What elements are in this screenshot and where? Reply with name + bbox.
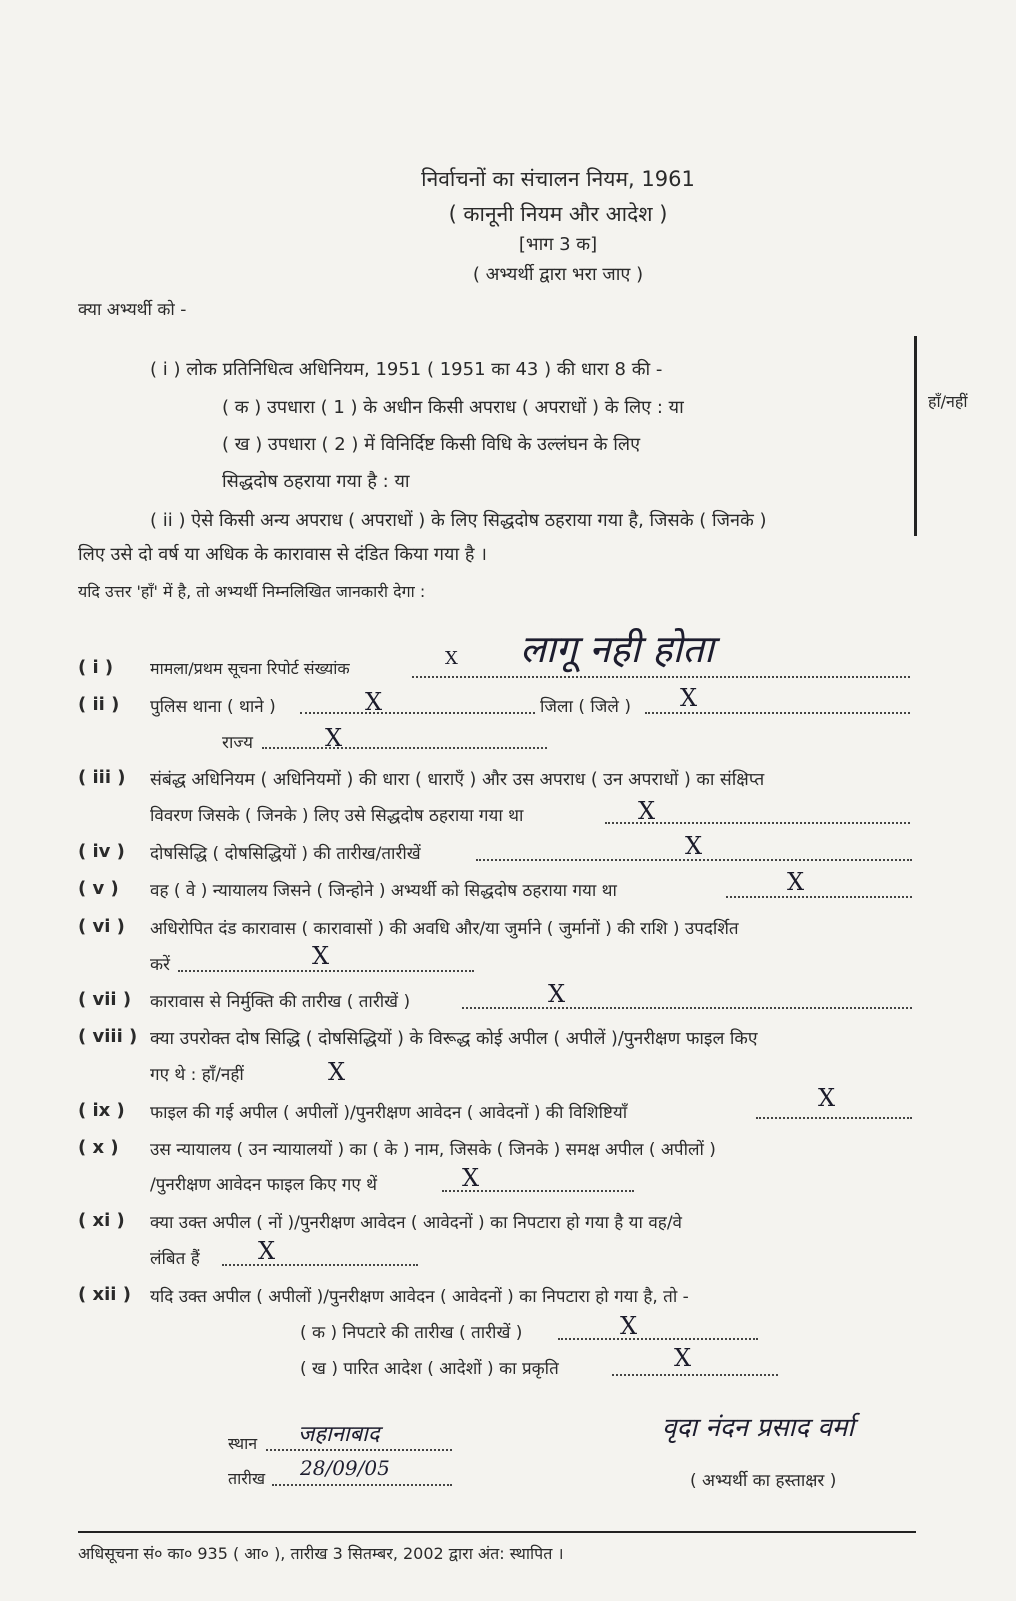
item-iii-number: ( iii ) (78, 767, 126, 788)
x-mark: X (325, 724, 343, 752)
item-xi-number: ( xi ) (78, 1210, 125, 1231)
item-viii-line1: क्या उपरोक्त दोष सिद्धि ( दोषसिद्धियों ) के विरूद्ध कोई अपील ( अपीलें )/पुनरीक्षण फाइल किए (150, 1029, 758, 1049)
item-xii-ka-field-line (558, 1338, 758, 1340)
item-ii-label: पुलिस थाना ( थाने ) (150, 697, 276, 717)
intro-text: क्या अभ्यर्थी को - (78, 300, 187, 320)
item-ii-number: ( ii ) (78, 694, 120, 715)
item-i-field-line (412, 676, 910, 678)
clause-convicted: सिद्धदोष ठहराया गया है : या (222, 471, 410, 492)
item-ix-field-line (756, 1117, 912, 1119)
form-part: [भाग 3 क] (518, 234, 598, 255)
form-subtitle: ( कानूनी नियम और आदेश ) (448, 202, 668, 226)
place-label: स्थान (228, 1434, 258, 1453)
x-mark: X (312, 942, 330, 970)
place-field-line (266, 1449, 452, 1451)
x-mark: X (674, 1344, 692, 1372)
clause-ii-line1: ( ii ) ऐसे किसी अन्य अपराध ( अपराधों ) के लिए सिद्धदोष ठहराया गया है, जिसके ( जिनके ) (150, 510, 767, 531)
item-i-label: मामला/प्रथम सूचना रिपोर्ट संख्यांक (150, 659, 350, 678)
item-vi-number: ( vi ) (78, 916, 125, 937)
form-note: ( अभ्यर्थी द्वारा भरा जाए ) (472, 264, 644, 285)
side-divider (914, 336, 917, 536)
clause-ka: ( क ) उपधारा ( 1 ) के अधीन किसी अपराध ( अपराधों ) के लिए : या (222, 397, 684, 418)
item-ii-district-label: जिला ( जिले ) (540, 697, 631, 717)
x-mark: X (680, 684, 698, 712)
x-mark: X (638, 797, 656, 825)
item-v-field-line (726, 896, 912, 898)
x-mark: X (258, 1237, 276, 1265)
clause-i: ( i ) लोक प्रतिनिधित्व अधिनियम, 1951 ( 1951 का 43 ) की धारा 8 की - (150, 359, 663, 380)
date-field-line (272, 1484, 452, 1486)
item-v-label: वह ( वे ) न्यायालय जिसने ( जिन्होने ) अभ्यर्थी को सिद्धदोष ठहराया गया था (150, 881, 617, 901)
item-x-line2: /पुनरीक्षण आवेदन फाइल किए गए थें (150, 1175, 378, 1195)
item-xii-kha-field-line (612, 1374, 778, 1376)
clause-kha: ( ख ) उपधारा ( 2 ) में विनिर्दिष्ट किसी विधि के उल्लंघन के लिए (222, 434, 641, 455)
item-v-number: ( v ) (78, 878, 119, 899)
item-ii-state-line (262, 747, 547, 749)
signature-label: ( अभ्यर्थी का हस्ताक्षर ) (690, 1471, 837, 1491)
x-mark: X (787, 868, 805, 896)
place-value: जहानाबाद (298, 1422, 380, 1447)
item-iii-line1: संबंद्ध अधिनियम ( अधिनियमों ) की धारा ( धाराएँ ) और उस अपराध ( उन अपराधों ) का संक्षिप्त (150, 770, 765, 790)
clause-ii-line2: लिए उसे दो वर्ष या अधिक के कारावास से दंडित किया गया है । (78, 544, 487, 565)
item-vi-field-line (178, 970, 474, 972)
x-mark: X (818, 1084, 836, 1112)
x-mark: X (620, 1312, 638, 1340)
item-iii-line2: विवरण जिसके ( जिनके ) लिए उसे सिद्धदोष ठहराया गया था (150, 806, 524, 826)
item-xi-line2: लंबित हैं (150, 1249, 200, 1269)
x-mark: X (365, 688, 383, 716)
item-iv-number: ( iv ) (78, 841, 125, 862)
x-mark: X (445, 648, 458, 669)
item-xii-number: ( xii ) (78, 1284, 131, 1305)
item-viii-line2: गए थे : हाँ/नहीं (150, 1065, 244, 1085)
item-vii-label: कारावास से निर्मुक्ति की तारीख ( तारीखें ) (150, 992, 411, 1012)
item-viii-number: ( viii ) (78, 1026, 138, 1047)
item-xi-line1: क्या उक्त अपील ( नों )/पुनरीक्षण आवेदन ( आवेदनों ) का निपटारा हो गया है या वह/वे (150, 1213, 683, 1233)
item-ix-label: फाइल की गई अपील ( अपीलों )/पुनरीक्षण आवेदन ( आवेदनों ) की विशिष्टियाँ (150, 1103, 628, 1123)
x-mark: X (685, 832, 703, 860)
item-xii-kha: ( ख ) पारित आदेश ( आदेशों ) का प्रकृति (300, 1359, 559, 1379)
item-ii-station-line (300, 712, 535, 714)
x-mark: X (328, 1058, 346, 1086)
item-xii-ka: ( क ) निपटारे की तारीख ( तारीखें ) (300, 1323, 523, 1343)
item-vi-line1: अधिरोपित दंड कारावास ( कारावासों ) की अवधि और/या जुर्माने ( जुर्मानों ) की राशि ) उपदर्शित (150, 919, 739, 939)
item-iv-label: दोषसिद्धि ( दोषसिद्धियों ) की तारीख/तारीखें (150, 844, 421, 864)
candidate-signature: वृदा नंदन प्रसाद वर्मा (662, 1413, 855, 1443)
if-yes-text: यदि उत्तर 'हाँ' में है, तो अभ्यर्थी निम्नलिखित जानकारी देगा : (78, 582, 426, 601)
item-ii-district-line (645, 712, 910, 714)
item-ii-state-label: राज्य (222, 733, 253, 753)
item-ix-number: ( ix ) (78, 1100, 125, 1121)
item-vii-number: ( vii ) (78, 989, 132, 1010)
item-x-number: ( x ) (78, 1137, 119, 1158)
notification-text: अधिसूचना सं० का० 935 ( आ० ), तारीख 3 सितम्बर, 2002 द्वारा अंत: स्थापित । (78, 1544, 564, 1563)
yes-no-label: हाँ/नहीं (928, 392, 968, 411)
item-xi-field-line (222, 1264, 418, 1266)
handwritten-not-applicable: लागू नही होता (520, 627, 714, 671)
date-label: तारीख (228, 1469, 266, 1488)
footer-divider (78, 1531, 916, 1533)
item-vii-field-line (462, 1007, 912, 1009)
item-xii-line1: यदि उक्त अपील ( अपीलों )/पुनरीक्षण आवेदन ( आवेदनों ) का निपटारा हो गया है, तो - (150, 1287, 689, 1307)
item-vi-line2: करें (150, 955, 171, 975)
item-x-line1: उस न्यायालय ( उन न्यायालयों ) का ( के ) नाम, जिसके ( जिनके ) समक्ष अपील ( अपीलों ) (150, 1140, 716, 1160)
x-mark: X (462, 1164, 480, 1192)
form-title: निर्वाचनों का संचालन नियम, 1961 (421, 167, 695, 191)
x-mark: X (548, 980, 566, 1008)
date-value: 28/09/05 (300, 1456, 390, 1480)
item-i-number: ( i ) (78, 657, 114, 678)
